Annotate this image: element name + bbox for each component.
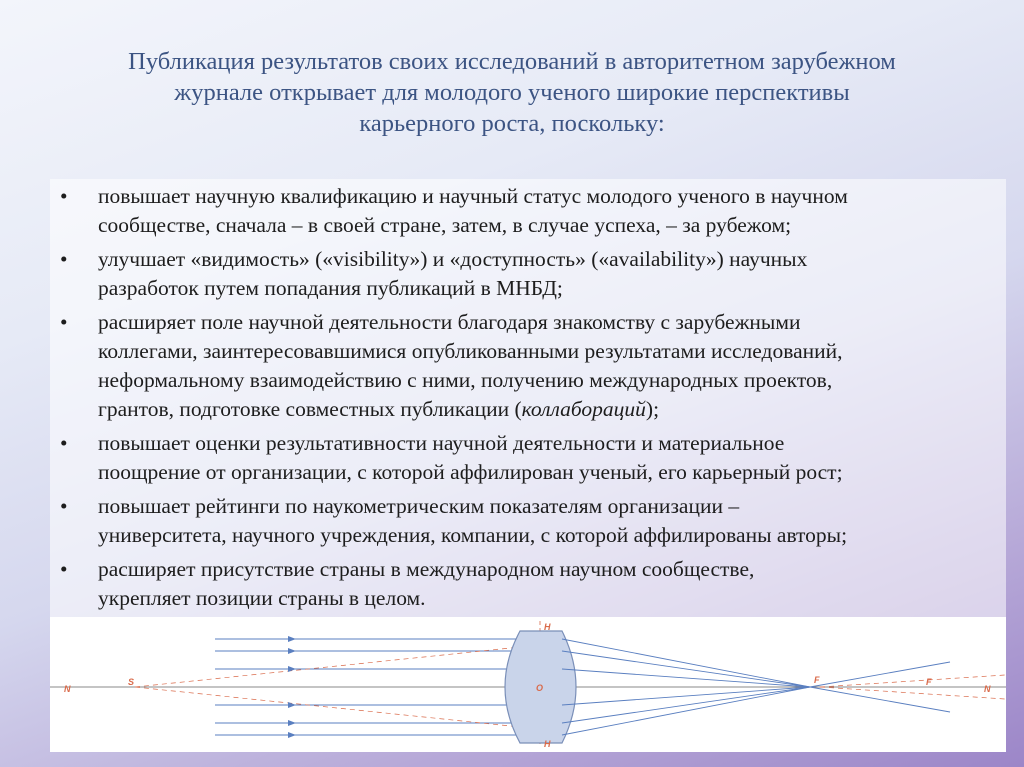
bullet-item-ratings xyxy=(50,492,1010,550)
ray-out xyxy=(810,687,950,712)
lens-diagram xyxy=(50,617,1006,752)
label-lens-top: H xyxy=(544,622,551,632)
slide-title xyxy=(40,46,984,139)
bullet-line: повышает оценки результативности научной деятельности и материальное xyxy=(98,431,785,455)
ray-source xyxy=(135,647,520,687)
arrow-icon xyxy=(288,648,296,654)
bullet-line: университета, научного учреждения, компании, с которой аффилированы авторы; xyxy=(98,523,848,547)
ray-source xyxy=(820,675,1005,687)
bullet-line: расширяет присутствие страны в международном научном сообществе, xyxy=(98,557,755,581)
ray-out xyxy=(562,687,810,705)
bullet-line: повышает научную квалификацию и научный статус молодого ученого в научном xyxy=(98,184,848,208)
bullet-icon: • xyxy=(60,431,68,455)
arrow-icon xyxy=(288,702,296,708)
lens-diagram-svg xyxy=(50,617,1006,752)
bullet-item-country xyxy=(50,555,1010,613)
bullet-line: разработок путем попадания публикаций в МНБД; xyxy=(98,276,563,300)
slide-title-line-1: Публикация результатов своих исследований в авторитетном зарубежном xyxy=(128,48,896,75)
bullet-line: укрепляет позиции страны в целом. xyxy=(98,586,426,610)
label-source: S xyxy=(128,677,135,687)
bullet-line-suffix: ); xyxy=(645,397,660,421)
bullet-item-evaluation xyxy=(50,429,1010,487)
bullet-icon: • xyxy=(60,494,68,518)
label-axis-right: N xyxy=(984,684,991,694)
bullet-line-prefix: грантов, подготовке совместных публикации ( xyxy=(98,397,522,421)
ray-source xyxy=(820,687,1005,699)
arrow-icon xyxy=(288,636,296,642)
ray-out xyxy=(562,639,810,687)
bullet-icon: • xyxy=(60,310,68,334)
bullet-line: неформальному взаимодействию с ними, получению международных проектов, xyxy=(98,368,833,392)
bullet-line: поощрение от организации, с которой аффилирован ученый, его карьерный рост; xyxy=(98,460,843,484)
bullet-line: повышает рейтинги по наукометрическим показателям организации – xyxy=(98,494,740,518)
arrow-icon xyxy=(288,732,296,738)
label-focus-left: F xyxy=(814,675,820,685)
bullet-item-visibility xyxy=(50,245,1010,303)
bullet-list xyxy=(50,182,1010,618)
label-focus-right: F xyxy=(926,677,932,687)
bullet-icon: • xyxy=(60,557,68,581)
bullet-line xyxy=(98,395,1010,424)
bullet-line: улучшает «видимость» («visibility») и «доступность» («availability») научных xyxy=(98,247,808,271)
slide-title-line-2: журнале открывает для молодого ученого широкие перспективы xyxy=(174,79,850,106)
ray-out xyxy=(562,687,810,723)
bullet-line: сообществе, сначала – в своей стране, затем, в случае успеха, – за рубежом; xyxy=(98,213,792,237)
label-lens-bottom: H xyxy=(544,739,551,749)
bullet-icon: • xyxy=(60,184,68,208)
bullet-item-qualification xyxy=(50,182,1010,240)
bullet-line: коллегами, заинтересовавшимися опубликованными результатами исследований, xyxy=(98,339,843,363)
slide-title-line-3: карьерного роста, поскольку: xyxy=(359,110,665,137)
bullet-icon: • xyxy=(60,247,68,271)
ray-out xyxy=(562,669,810,687)
bullet-line-emphasis: коллабораций xyxy=(521,397,646,421)
ray-out xyxy=(562,687,810,735)
arrow-icon xyxy=(288,720,296,726)
label-axis-left: N xyxy=(64,684,71,694)
bullet-line: расширяет поле научной деятельности благодаря знакомству с зарубежными xyxy=(98,310,801,334)
ray-out xyxy=(562,651,810,687)
bullet-item-collaboration xyxy=(50,308,1010,424)
label-lens-center: O xyxy=(536,683,544,693)
ray-source xyxy=(135,687,520,727)
arrow-icon xyxy=(288,666,296,672)
